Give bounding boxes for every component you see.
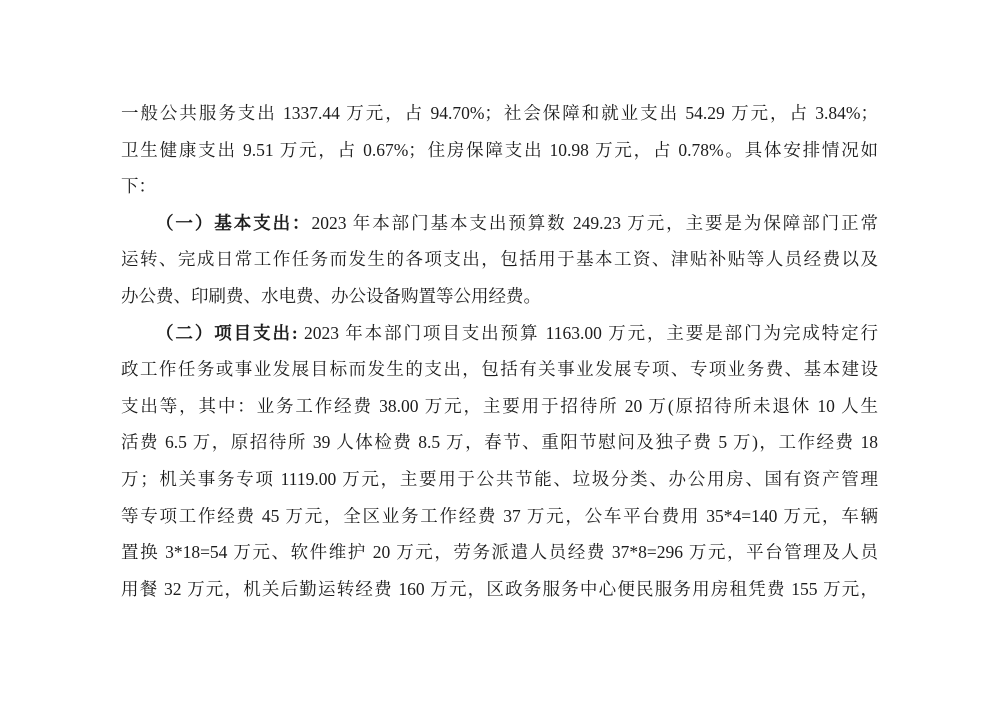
- text-line: [121, 168, 878, 205]
- paragraph-text: 政工作任务或事业发展目标而发生的支出，包括有关事业发展专项、专项业务费、基本建设: [121, 359, 878, 380]
- document-body: [121, 95, 878, 607]
- paragraph-text: 下：: [121, 176, 156, 197]
- paragraph-text: 一般公共服务支出 1337.44 万元，占 94.70%；社会保障和就业支出 54.29 万元，占 3.84%；: [121, 103, 878, 123]
- paragraph-text: 支出等，其中：业务工作经费 38.00 万元，主要用于招待所 20 万(原招待所未退休 10 人生: [121, 395, 878, 416]
- text-line: [121, 498, 878, 535]
- text-line: [121, 388, 878, 425]
- paragraph-text: 万；机关事务专项 1119.00 万元，主要用于公共节能、垃圾分类、办公用房、国有资产管理: [121, 468, 878, 489]
- paragraph-text: 办公费、印刷费、水电费、办公设备购置等公用经费。: [121, 285, 541, 306]
- paragraph-text: 卫生健康支出 9.51 万元，占 0.67%；住房保障支出 10.98 万元，占 0.78%。具体安排情况如: [121, 139, 878, 160]
- paragraph-text: 2023 年本部门项目支出预算 1163.00 万元，主要是部门为完成特定行: [297, 322, 878, 343]
- paragraph-text: 活费 6.5 万，原招待所 39 人体检费 8.5 万，春节、重阳节慰问及独子费 5 万)，工作经费 18: [121, 432, 878, 453]
- paragraph-text: 等专项工作经费 45 万元，全区业务工作经费 37 万元，公车平台费用 35*4=140 万元，车辆: [121, 505, 878, 526]
- paragraph-text: 用餐 32 万元，机关后勤运转经费 160 万元，区政务服务中心便民服务用房租凭费 155 万元，: [121, 578, 878, 599]
- expenditure-overview-paragraph: [121, 95, 878, 205]
- text-line: [121, 278, 878, 315]
- paragraph-heading-text: （二）项目支出:: [156, 322, 298, 343]
- paragraph-text: 2023 年本部门基本支出预算数 249.23 万元，主要是为保障部门正常: [311, 212, 878, 233]
- text-line: [121, 241, 878, 278]
- project-expenditure-paragraph: [121, 315, 878, 608]
- paragraph-heading-text: （一）基本支出：: [156, 212, 312, 233]
- text-line: [121, 351, 878, 388]
- basic-expenditure-paragraph: [121, 205, 878, 315]
- text-line: [121, 205, 878, 242]
- text-line: [121, 132, 878, 169]
- paragraph-text: 运转、完成日常工作任务而发生的各项支出，包括用于基本工资、津贴补贴等人员经费以及: [121, 249, 878, 270]
- text-line: [121, 95, 878, 132]
- text-line: [121, 461, 878, 498]
- text-line: [121, 315, 878, 352]
- text-line: [121, 534, 878, 571]
- text-line: [121, 571, 878, 608]
- text-line: [121, 424, 878, 461]
- paragraph-text: 置换 3*18=54 万元、软件维护 20 万元，劳务派遣人员经费 37*8=296 万元，平台管理及人员: [121, 542, 878, 563]
